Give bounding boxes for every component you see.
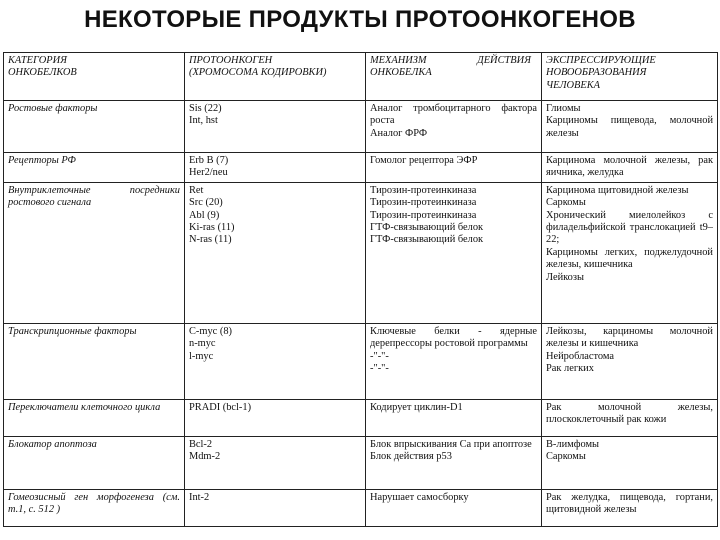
cell-line: Глиомы [546, 103, 581, 114]
protooncogene-cell [185, 399, 366, 436]
table-row [4, 489, 718, 526]
protooncogene-cell [185, 153, 366, 183]
tumors-cell [542, 436, 718, 489]
cell-line: Карцинома молочной железы, рак яичника, желудка [546, 155, 716, 179]
table-row [4, 399, 718, 436]
protooncogene-cell [185, 436, 366, 489]
cell-line: B-лимфомы [546, 438, 599, 450]
table-row [4, 182, 718, 323]
cell-line: Abl (9) [189, 209, 220, 221]
cell-line: Тирозин-протеинкиназа [370, 197, 477, 209]
header-line: (ХРОМОСОМА КОДИРОВКИ) [189, 67, 327, 79]
cell-line: Аналог ФРФ [370, 127, 428, 139]
header-line: ЧЕЛОВЕКА [546, 79, 600, 91]
cell-line: ГТФ-связывающий белок [370, 222, 484, 234]
cell-line: Переключатели клеточного цикла [8, 401, 161, 413]
mechanism-cell [366, 489, 542, 526]
header-line: НОВООБРАЗОВАНИЯ [546, 67, 647, 79]
tumors-cell [542, 101, 718, 153]
tumors-cell [542, 323, 718, 399]
tumors-cell [542, 153, 718, 183]
category-cell [4, 153, 185, 183]
table-row [4, 436, 718, 489]
cell-line: N-ras (11) [189, 234, 232, 246]
cell-line: Блокатор апоптоза [8, 438, 97, 450]
cell-line: Хронический миелолейкоз с филадельфийской транслокацией t9–22; [546, 209, 716, 246]
cell-line: Ключевые белки - ядерные дерепрессоры ростовой программы [370, 325, 540, 350]
tumors-cell [542, 399, 718, 436]
cell-line: Транскрипционные факторы [8, 325, 137, 337]
table-body [4, 53, 718, 527]
mechanism-cell [366, 101, 542, 153]
mechanism-cell [366, 182, 542, 323]
cell-line: Аналог тромбоцитарного фактора роста [370, 103, 540, 127]
cell-line: Саркомы [546, 197, 586, 209]
cell-line: C-myc (8) [189, 325, 232, 337]
cell-line: -"-"- [370, 350, 389, 362]
cell-line: Рак легких [546, 363, 594, 375]
tumors-cell [542, 489, 718, 526]
tumors-cell [542, 182, 718, 323]
category-cell [4, 182, 185, 323]
protooncogene-cell [185, 489, 366, 526]
cell-line: Тирозин-протеинкиназа [370, 184, 477, 196]
mechanism-cell [366, 323, 542, 399]
cell-line: Int, hst [189, 115, 218, 127]
header-line: МЕХАНИЗМ ДЕЙСТВИЯ [370, 55, 531, 66]
cell-line: Src (20) [189, 197, 223, 209]
cell-line: Sis (22) [189, 103, 222, 114]
protooncogene-cell [185, 101, 366, 153]
protooncogene-table [3, 52, 718, 527]
cell-line: Блок действия р53 [370, 451, 452, 463]
mechanism-cell [366, 436, 542, 489]
table-row [4, 101, 718, 153]
cell-line: n-myc [189, 338, 216, 350]
header-category [4, 53, 185, 101]
header-mechanism [366, 53, 542, 101]
protooncogene-cell [185, 323, 366, 399]
cell-line: Нарушает самосборку [370, 491, 469, 503]
cell-line: Карциномы пищевода, молочной железы [546, 115, 716, 139]
cell-line: Her2/neu [189, 167, 228, 179]
cell-line: Саркомы [546, 451, 586, 463]
cell-line: Карцинома щитовидной железы [546, 184, 689, 196]
category-cell [4, 323, 185, 399]
cell-line: Ret [189, 184, 204, 196]
cell-line: Mdm-2 [189, 451, 221, 463]
cell-line: Внутриклеточные посредники ростового сигнала [8, 184, 183, 209]
cell-line: Ki-ras (11) [189, 222, 235, 234]
mechanism-cell [366, 153, 542, 183]
header-protooncogene [185, 53, 366, 101]
cell-line: Рак желудка, пищевода, гортани, щитовидной железы [546, 491, 716, 516]
category-cell [4, 101, 185, 153]
cell-line: l-myc [189, 350, 214, 362]
cell-line: Тирозин-протеинкиназа [370, 209, 477, 221]
cell-line: PRADI (bcl-1) [189, 401, 252, 413]
cell-line: Int-2 [189, 491, 210, 503]
table-row [4, 323, 718, 399]
page-title: НЕКОТОРЫЕ ПРОДУКТЫ ПРОТООНКОГЕНОВ [84, 6, 636, 33]
cell-line: ГТФ-связывающий белок [370, 234, 484, 246]
cell-line: Рецепторы РФ [8, 155, 76, 166]
cell-line: Лейкозы [546, 271, 584, 283]
mechanism-cell [366, 399, 542, 436]
header-line: ЭКСПРЕССИРУЮЩИЕ [546, 55, 656, 66]
table-row [4, 153, 718, 183]
header-line: ОНКОБЕЛКА [370, 67, 432, 79]
cell-line: Нейробластома [546, 350, 615, 362]
cell-line: Ростовые факторы [8, 103, 98, 114]
header-line: ПРОТООНКОГЕН [189, 55, 273, 66]
cell-line: Карциномы легких, поджелудочной железы, кишечника [546, 246, 716, 271]
cell-line: -"-"- [370, 363, 389, 375]
category-cell [4, 436, 185, 489]
header-tumors [542, 53, 718, 101]
protooncogene-cell [185, 182, 366, 323]
category-cell [4, 489, 185, 526]
cell-line: Рак молочной железы, плоскоклеточный рак кожи [546, 401, 716, 426]
cell-line: Кодирует циклин-D1 [370, 401, 463, 413]
header-row [4, 53, 718, 101]
header-line: ОНКОБЕЛКОВ [8, 67, 77, 79]
cell-line: Bcl-2 [189, 438, 213, 450]
cell-line: Гомолог рецептора ЭФР [370, 155, 478, 166]
category-cell [4, 399, 185, 436]
cell-line: Блок впрыскивания Ca при апоптозе [370, 438, 532, 450]
cell-line: Гомеозисный ген морфогенеза (см. т.1, с. 512 ) [8, 491, 183, 516]
header-line: КАТЕГОРИЯ [8, 55, 67, 66]
cell-line: Erb B (7) [189, 155, 229, 166]
cell-line: Лейкозы, карциномы молочной железы и кишечника [546, 325, 716, 350]
